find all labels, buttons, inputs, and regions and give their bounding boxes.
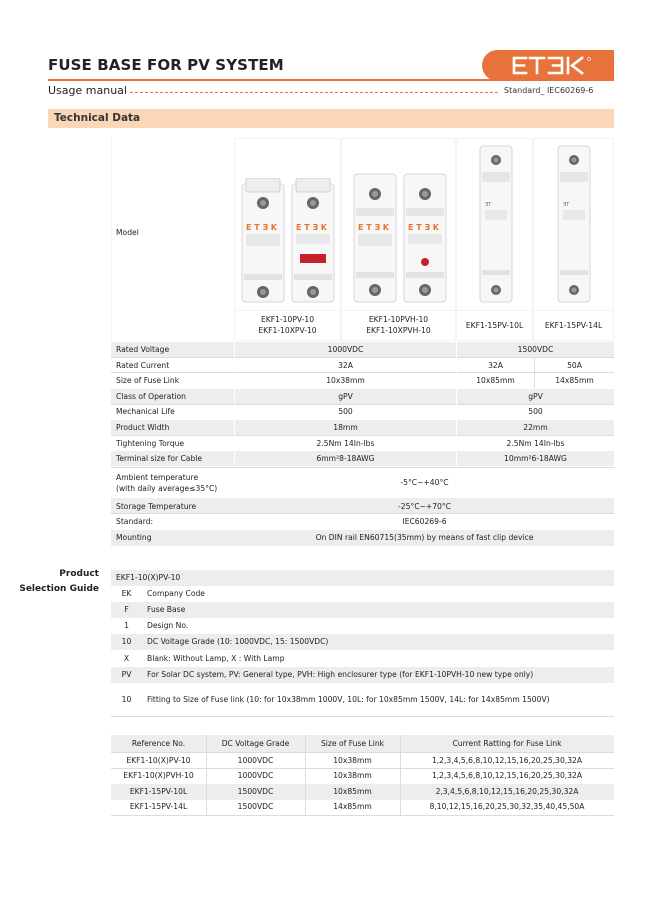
svg-text:ƎT: ƎT bbox=[563, 202, 570, 208]
rated-voltage-b: 1500VDC bbox=[517, 345, 554, 354]
reference-header: Current Ratting for Fuse Link bbox=[452, 739, 562, 748]
class-b: gPV bbox=[528, 392, 543, 401]
rated-voltage-a: 1000VDC bbox=[327, 345, 364, 354]
selection-key: EK bbox=[121, 589, 132, 598]
logo-lettering bbox=[512, 56, 592, 75]
brand-logo bbox=[482, 50, 614, 81]
usage-manual-label: Usage manual bbox=[48, 84, 127, 97]
reference-cell: EKF1-15PV-14L bbox=[129, 802, 188, 811]
torque-b: 2.5Nm 14In-lbs bbox=[506, 439, 565, 448]
class-a: gPV bbox=[338, 392, 353, 401]
reference-cell: EKF1-10(X)PVH-10 bbox=[123, 771, 194, 780]
width-label: Product Width bbox=[116, 423, 170, 432]
title-underline bbox=[48, 79, 518, 81]
row-divider bbox=[111, 815, 614, 816]
ambient-label-1: Ambient temperature bbox=[116, 473, 199, 482]
product-image-ekf1-15pv-14l bbox=[556, 144, 592, 306]
svg-text:E T Ǝ K: E T Ǝ K bbox=[296, 223, 327, 232]
model-label: Model bbox=[116, 228, 139, 237]
fuse-link-a: 10x38mm bbox=[326, 376, 365, 385]
selection-value: Fitting to Size of Fuse link (10: for 10x38mm 1000V, 10L: for 10x85mm 1500V, 14L: for 14x85mm 1500V) bbox=[147, 695, 550, 704]
fuse-base-module-with-lamp bbox=[292, 178, 334, 302]
model-name-2a: EKF1-10PVH-10 bbox=[368, 315, 429, 324]
selection-title-2: Selection Guide bbox=[19, 584, 99, 594]
reference-cell: 2,3,4,5,6,8,10,12,15,16,20,25,30,32A bbox=[435, 787, 579, 796]
selection-key: F bbox=[124, 605, 129, 614]
class-label: Class of Operation bbox=[116, 392, 186, 401]
selection-code: EKF1-10(X)PV-10 bbox=[116, 573, 181, 582]
reference-cell: 10x85mm bbox=[333, 787, 372, 796]
svg-text:ƎT: ƎT bbox=[485, 202, 492, 208]
row-divider bbox=[111, 513, 614, 514]
model-name-3: EKF1-15PV-10L bbox=[465, 321, 524, 330]
torque-label: Tightening Torque bbox=[116, 439, 185, 448]
svg-text:E T Ǝ K: E T Ǝ K bbox=[246, 223, 277, 232]
reference-cell: 1000VDC bbox=[237, 756, 274, 765]
row-divider bbox=[111, 768, 614, 769]
row-divider bbox=[111, 404, 614, 405]
row-divider bbox=[111, 752, 614, 753]
dashed-divider bbox=[130, 92, 498, 93]
width-b: 22mm bbox=[523, 423, 548, 432]
model-name-1b: EKF1-10XPV-10 bbox=[258, 326, 317, 335]
reference-cell: 1500VDC bbox=[237, 802, 274, 811]
fuse-base-module bbox=[242, 178, 284, 302]
section-technical-data bbox=[48, 109, 614, 128]
model-name-1a: EKF1-10PV-10 bbox=[260, 315, 315, 324]
selection-row-bg bbox=[111, 602, 614, 618]
selection-key: 10 bbox=[121, 695, 132, 704]
fuse-link-b2: 14x85mm bbox=[555, 376, 594, 385]
fuse-base-high-module-with-lamp bbox=[404, 174, 446, 302]
selection-key: 1 bbox=[124, 621, 129, 630]
fuse-link-b1: 10x85mm bbox=[476, 376, 515, 385]
standard-label: Standard_ IEC60269-6 bbox=[504, 86, 594, 95]
row-divider bbox=[111, 372, 614, 373]
section-title: Technical Data bbox=[54, 112, 141, 124]
fuse-base-high-module bbox=[354, 174, 396, 302]
reference-cell: EKF1-10(X)PV-10 bbox=[126, 756, 191, 765]
selection-key: X bbox=[123, 654, 130, 663]
selection-key: 10 bbox=[121, 637, 132, 646]
rated-current-b1: 32A bbox=[488, 361, 503, 370]
reference-cell: 8,10,12,15,16,20,25,30,32,35,40,45,50A bbox=[429, 802, 585, 811]
ambient-value: -5°C~+40°C bbox=[400, 478, 449, 487]
fuse-link-label: Size of Fuse Link bbox=[116, 376, 180, 385]
model-name-4: EKF1-15PV-14L bbox=[544, 321, 603, 330]
life-b: 500 bbox=[528, 407, 543, 416]
reference-cell: 1,2,3,4,5,6,8,10,12,15,16,20,25,30,32A bbox=[431, 756, 583, 765]
row-divider bbox=[111, 467, 614, 468]
width-a: 18mm bbox=[333, 423, 358, 432]
rated-current-b2: 50A bbox=[567, 361, 582, 370]
selection-value: For Solar DC system, PV: General type, PVH: High enclosurer type (for EKF1-10PVH-10 new type only) bbox=[147, 670, 534, 679]
product-image-ekf1-10pvh-10 bbox=[352, 172, 448, 306]
reference-cell: 1500VDC bbox=[237, 787, 274, 796]
selection-key: PV bbox=[121, 670, 132, 679]
reference-header: DC Voltage Grade bbox=[221, 739, 290, 748]
terminal-b: 10mm²6-18AWG bbox=[504, 454, 567, 463]
standard-value: IEC60269-6 bbox=[402, 517, 447, 526]
svg-text:E T Ǝ K: E T Ǝ K bbox=[358, 223, 389, 232]
storage-label: Storage Temperature bbox=[116, 502, 197, 511]
selection-code-row bbox=[111, 570, 614, 586]
standard-spec-label: Standard: bbox=[116, 517, 154, 526]
reference-cell: EKF1-15PV-10L bbox=[129, 787, 188, 796]
torque-a: 2.5Nm 14In-lbs bbox=[316, 439, 375, 448]
selection-bottom-line bbox=[111, 716, 614, 717]
model-name-2b: EKF1-10XPVH-10 bbox=[366, 326, 431, 335]
life-label: Mechanical Life bbox=[116, 407, 175, 416]
mounting-value: On DIN rail EN60715(35mm) by means of fast clip device bbox=[315, 533, 534, 542]
ambient-label-2: (with daily average≤35°C) bbox=[116, 484, 218, 493]
page-title: FUSE BASE FOR PV SYSTEM bbox=[48, 56, 284, 74]
terminal-label: Terminal size for Cable bbox=[116, 454, 203, 463]
reference-cell: 14x85mm bbox=[333, 802, 372, 811]
mounting-label: Mounting bbox=[116, 533, 152, 542]
terminal-a: 6mm²8-18AWG bbox=[316, 454, 375, 463]
reference-cell: 10x38mm bbox=[333, 756, 372, 765]
product-image-ekf1-10pv-10 bbox=[240, 178, 336, 306]
selection-value: Blank: Without Lamp, X : With Lamp bbox=[147, 654, 285, 663]
rated-current-label: Rated Current bbox=[116, 361, 170, 370]
selection-value: DC Voltage Grade (10: 1000VDC, 15: 1500VDC) bbox=[147, 637, 329, 646]
selection-value: Design No. bbox=[147, 621, 189, 630]
row-divider bbox=[111, 357, 614, 358]
selection-value: Company Code bbox=[147, 589, 205, 598]
selection-value: Fuse Base bbox=[147, 605, 186, 614]
svg-text:E T Ǝ K: E T Ǝ K bbox=[408, 223, 439, 232]
reference-header: Size of Fuse Link bbox=[320, 739, 385, 748]
reference-cell: 10x38mm bbox=[333, 771, 372, 780]
selection-title-1: Product bbox=[59, 569, 99, 579]
reference-header: Reference No. bbox=[131, 739, 186, 748]
rated-voltage-label: Rated Voltage bbox=[116, 345, 170, 354]
reference-cell: 1000VDC bbox=[237, 771, 274, 780]
row-divider bbox=[111, 435, 614, 436]
rated-current-a: 32A bbox=[338, 361, 353, 370]
product-image-ekf1-15pv-10l bbox=[478, 144, 514, 306]
model-label-cell bbox=[112, 138, 234, 341]
life-a: 500 bbox=[338, 407, 353, 416]
reference-cell: 1,2,3,4,5,6,8,10,12,15,16,20,25,30,32A bbox=[431, 771, 583, 780]
storage-value: -25°C~+70°C bbox=[398, 502, 451, 511]
